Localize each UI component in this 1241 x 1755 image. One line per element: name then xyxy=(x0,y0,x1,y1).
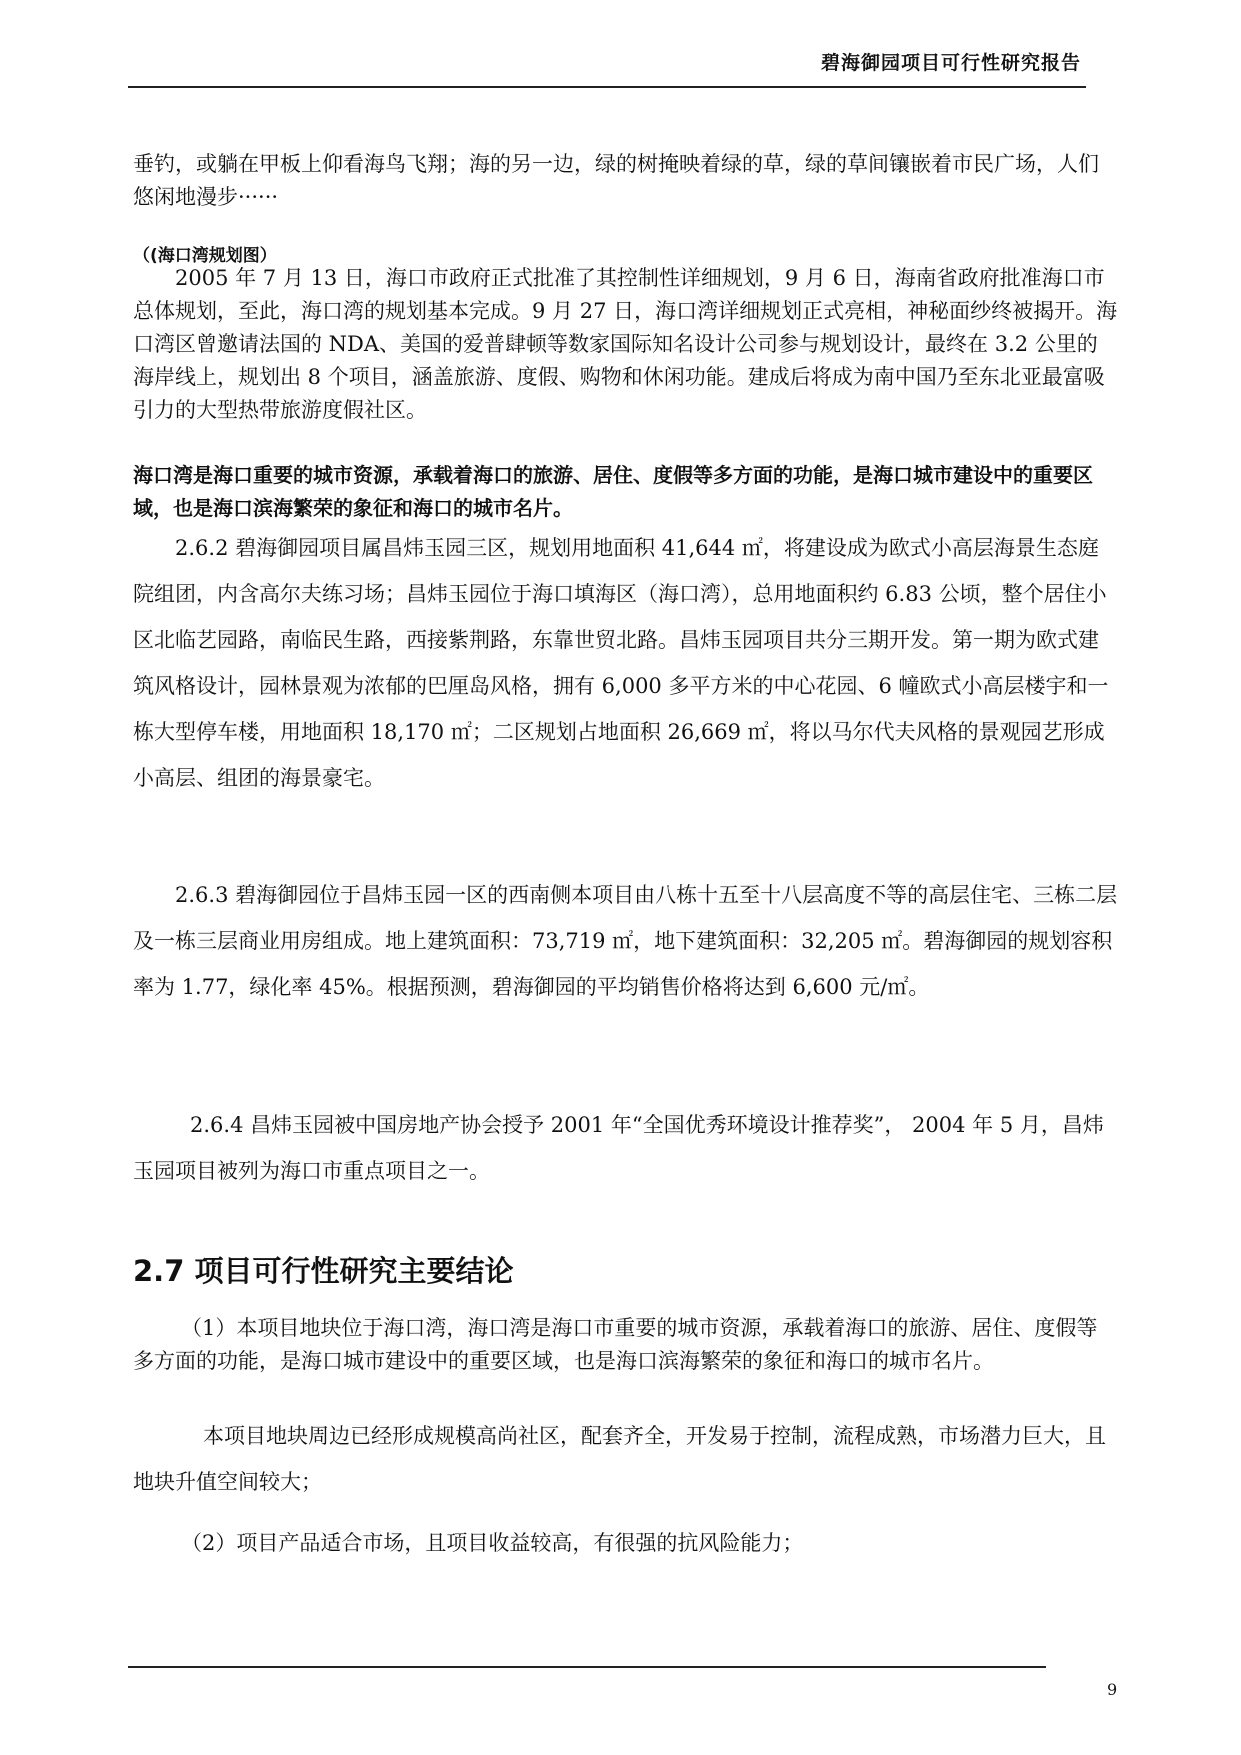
conclusion-1-paragraph: （1）本项目地块位于海口湾，海口湾是海口市重要的城市资源，承载着海口的旅游、居住、度假等多方面的功能，是海口城市建设中的重要区域，也是海口滨海繁荣的象征和海口的城市名片。 xyxy=(133,1316,1098,1373)
conclusion-2-paragraph: （2）项目产品适合市场，且项目收益较高，有很强的抗风险能力； xyxy=(181,1531,804,1555)
running-header-title: 碧海御园项目可行性研究报告 xyxy=(820,52,1081,74)
section-2-6-4-paragraph: 2.6.4 昌炜玉园被中国房地产协会授予 2001 年“全国优秀环境设计推荐奖”， 2004 年 5 月，昌炜玉园项目被列为海口市重点项目之一。 xyxy=(133,1113,1104,1183)
conclusion-1b-paragraph: 本项目地块周边已经形成规模高尚社区，配套齐全，开发易于控制，流程成熟，市场潜力巨大，且地块升值空间较大； xyxy=(133,1424,1106,1494)
figure-caption: （(海口湾规划图） xyxy=(133,246,277,266)
section-heading-2-7: 2.7 项目可行性研究主要结论 xyxy=(133,1254,514,1288)
header-divider xyxy=(128,86,1086,88)
page-number: 9 xyxy=(1107,1680,1118,1699)
intro-paragraph: 垂钓，或躺在甲板上仰看海鸟飞翔；海的另一边，绿的树掩映着绿的草，绿的草间镶嵌着市民广场，人们悠闲地漫步······ xyxy=(133,152,1099,209)
footer-divider xyxy=(128,1666,1046,1668)
key-statement-paragraph: 海口湾是海口重要的城市资源，承载着海口的旅游、居住、度假等多方面的功能，是海口城市建设中的重要区域，也是海口滨海繁荣的象征和海口的城市名片。 xyxy=(133,463,1093,520)
section-2-6-3-paragraph: 2.6.3 碧海御园位于昌炜玉园一区的西南侧本项目由八栋十五至十八层高度不等的高层住宅、三栋二层及一栋三层商业用房组成。地上建筑面积：73,719 ㎡，地下建筑面积：32,205 ㎡。碧海御园的规划容积率为 1.77，绿化率 45%。根据预测，碧海御园的平均销售价格将达到 6,600 元/㎡。 xyxy=(133,883,1118,999)
section-2-6-2-paragraph: 2.6.2 碧海御园项目属昌炜玉园三区，规划用地面积 41,644 ㎡，将建设成为欧式小高层海景生态庭院组团，内含高尔夫练习场；昌炜玉园位于海口填海区（海口湾），总用地面积约 6.83 公顷，整个居住小区北临艺园路，南临民生路，西接紫荆路，东靠世贸北路。昌炜玉园项目共分三期开发。第一期为欧式建筑风格设计，园林景观为浓郁的巴厘岛风格，拥有 6,000 多平方米的中心花园、6 幢欧式小高层楼宇和一栋大型停车楼，用地面积 18,170 ㎡；二区规划占地面积 26,669 ㎡，将以马尔代夫风格的景观园艺形成小高层、组团的海景豪宅。 xyxy=(133,536,1109,790)
planning-paragraph: 2005 年 7 月 13 日，海口市政府正式批准了其控制性详细规划，9 月 6 日，海南省政府批准海口市总体规划，至此，海口湾的规划基本完成。9 月 27 日，海口湾详细规划正式亮相，神秘面纱终被揭开。海口湾区曾邀请法国的 NDA、美国的爱普肆顿等数家国际知名设计公司参与规划设计，最终在 3.2 公里的海岸线上，规划出 8 个项目，涵盖旅游、度假、购物和休闲功能。建成后将成为南中国乃至东北亚最富吸引力的大型热带旅游度假社区。 xyxy=(133,266,1118,422)
